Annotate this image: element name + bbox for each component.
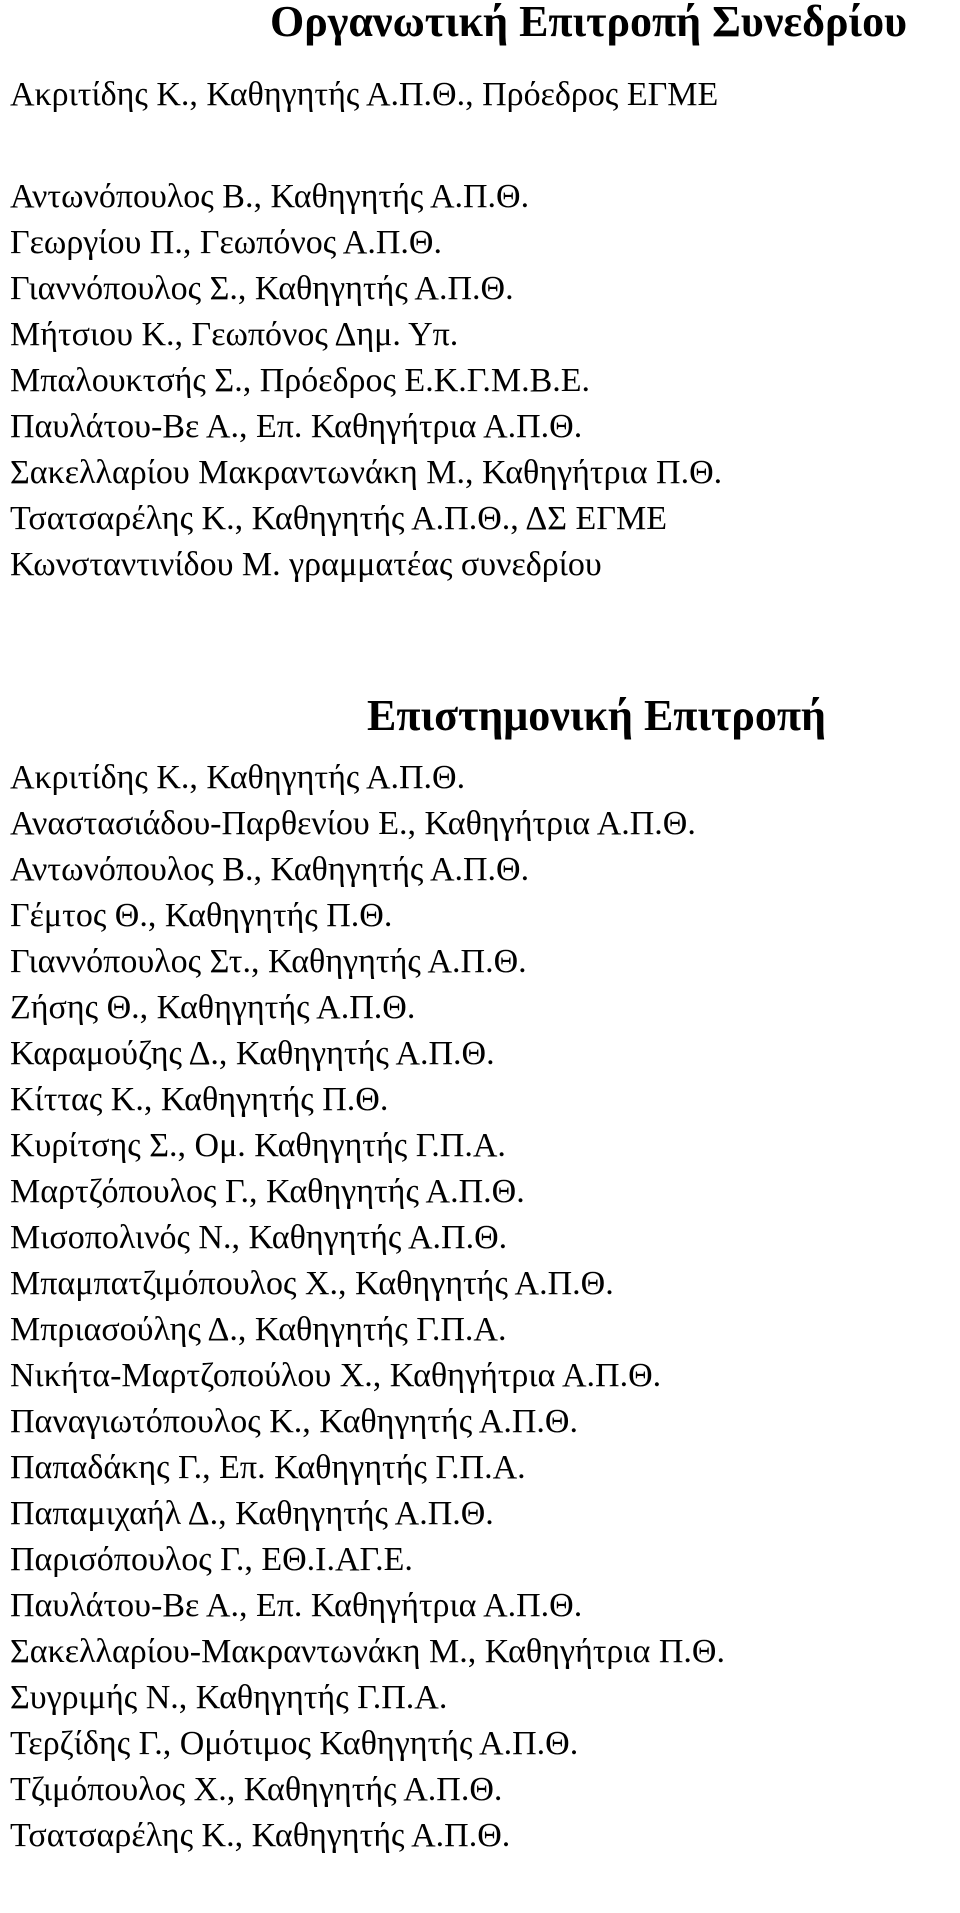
list-item: Ακριτίδης Κ., Καθηγητής Α.Π.Θ.	[10, 759, 466, 796]
organizing-committee-members	[10, 174, 722, 588]
organizing-committee-chair: Ακριτίδης Κ., Καθηγητής Α.Π.Θ., Πρόεδρος ΕΓΜΕ	[10, 76, 719, 113]
list-item: Σακελλαρίου-Μακραντωνάκη Μ., Καθηγήτρια Π.Θ.	[10, 1633, 725, 1670]
list-item: Γιαννόπουλος Σ., Καθηγητής Α.Π.Θ.	[10, 270, 514, 307]
list-item: Καραμούζης Δ., Καθηγητής Α.Π.Θ.	[10, 1035, 495, 1072]
list-item: Συγριμής Ν., Καθηγητής Γ.Π.Α.	[10, 1679, 448, 1716]
list-item: Σακελλαρίου Μακραντωνάκη Μ., Καθηγήτρια Π.Θ.	[10, 454, 723, 491]
list-item: Παρισόπουλος Γ., ΕΘ.Ι.ΑΓ.Ε.	[10, 1541, 413, 1578]
organizing-committee-title: Οργανωτική Επιτροπή Συνεδρίου	[270, 0, 908, 46]
list-item: Αναστασιάδου-Παρθενίου Ε., Καθηγήτρια Α.Π.Θ.	[10, 805, 696, 842]
list-item: Κίττας Κ., Καθηγητής Π.Θ.	[10, 1081, 389, 1118]
list-item: Παναγιωτόπουλος Κ., Καθηγητής Α.Π.Θ.	[10, 1403, 578, 1440]
list-item: Νικήτα-Μαρτζοπούλου Χ., Καθηγήτρια Α.Π.Θ.	[10, 1357, 662, 1394]
list-item: Παπαμιχαήλ Δ., Καθηγητής Α.Π.Θ.	[10, 1495, 494, 1532]
scientific-committee-title: Επιστημονική Επιτροπή	[367, 691, 826, 740]
list-item: Παπαδάκης Γ., Επ. Καθηγητής Γ.Π.Α.	[10, 1449, 526, 1486]
list-item: Τσατσαρέλης Κ., Καθηγητής Α.Π.Θ.	[10, 1817, 511, 1854]
list-item: Μπαλουκτσής Σ., Πρόεδρος Ε.Κ.Γ.Μ.Β.Ε.	[10, 362, 591, 399]
list-item: Μπαμπατζιμόπουλος Χ., Καθηγητής Α.Π.Θ.	[10, 1265, 614, 1302]
list-item: Τζιμόπουλος Χ., Καθηγητής Α.Π.Θ.	[10, 1771, 503, 1808]
list-item: Αντωνόπουλος Β., Καθηγητής Α.Π.Θ.	[10, 178, 530, 215]
list-item: Γεωργίου Π., Γεωπόνος Α.Π.Θ.	[10, 224, 442, 261]
list-item: Τερζίδης Γ., Ομότιμος Καθηγητής Α.Π.Θ.	[10, 1725, 579, 1762]
scientific-committee-members	[10, 755, 725, 1859]
organizing-committee-chair-list	[10, 72, 718, 118]
list-item: Μαρτζόπουλος Γ., Καθηγητής Α.Π.Θ.	[10, 1173, 525, 1210]
list-item: Κυρίτσης Σ., Ομ. Καθηγητής Γ.Π.Α.	[10, 1127, 506, 1164]
list-item: Μπριασούλης Δ., Καθηγητής Γ.Π.Α.	[10, 1311, 507, 1348]
list-item: Παυλάτου-Βε Α., Επ. Καθηγήτρια Α.Π.Θ.	[10, 408, 583, 445]
list-item: Γέμτος Θ., Καθηγητής Π.Θ.	[10, 897, 393, 934]
list-item: Παυλάτου-Βε Α., Επ. Καθηγήτρια Α.Π.Θ.	[10, 1587, 583, 1624]
list-item: Αντωνόπουλος Β., Καθηγητής Α.Π.Θ.	[10, 851, 530, 888]
list-item: Κωνσταντινίδου Μ. γραμματέας συνεδρίου	[10, 546, 602, 583]
list-item: Μισοπολινός Ν., Καθηγητής Α.Π.Θ.	[10, 1219, 508, 1256]
list-item: Μήτσιου Κ., Γεωπόνος Δημ. Υπ.	[10, 316, 459, 353]
list-item: Γιαννόπουλος Στ., Καθηγητής Α.Π.Θ.	[10, 943, 527, 980]
list-item: Τσατσαρέλης Κ., Καθηγητής Α.Π.Θ., ΔΣ ΕΓΜΕ	[10, 500, 667, 537]
list-item: Ζήσης Θ., Καθηγητής Α.Π.Θ.	[10, 989, 416, 1026]
